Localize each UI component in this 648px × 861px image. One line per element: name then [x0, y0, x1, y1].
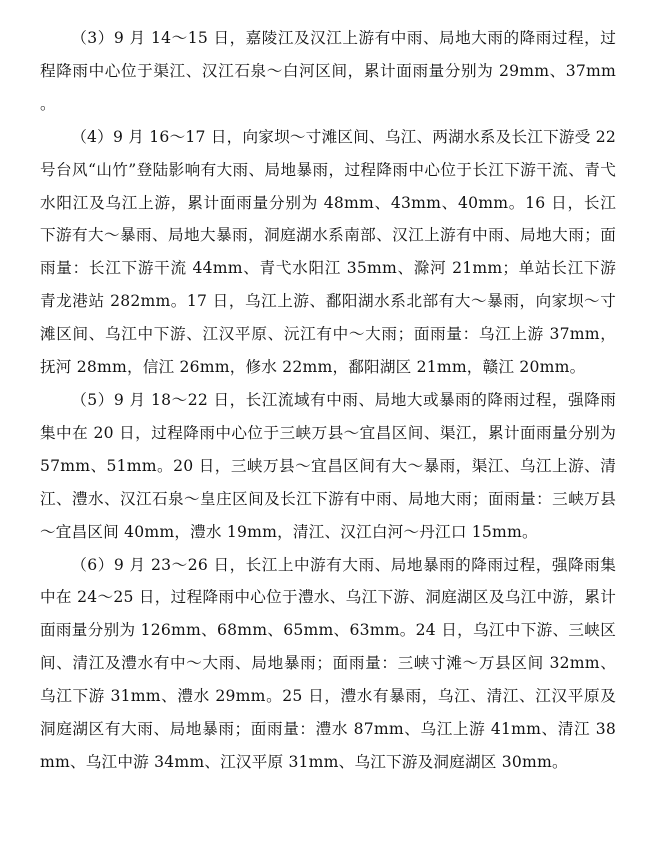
document-page [40, 22, 616, 779]
paragraph-4: （4）9 月 16～17 日，向家坝～寸滩区间、乌江、两湖水系及长江下游受 22 号台风“山竹”登陆影响有大雨、局地暴雨，过程降雨中心位于长江下游干流、青弋水阳江及乌江上游，累计面雨量分别为 48mm、43mm、40mm。16 日，长江下游有大～暴雨、局地大暴雨，洞庭湖水系南部、汉江上游有中雨、局地大雨；面雨量：长江下游干流 44mm、青弋水阳江 35mm、滁河 21mm；单站长江下游青龙港站 282mm。17 日，乌江上游、鄱阳湖水系北部有大～暴雨，向家坝～寸滩区间、乌江中下游、江汉平原、沅江有中～大雨；面雨量：乌江上游 37mm，抚河 28mm，信江 26mm，修水 22mm，鄱阳湖区 21mm，赣江 20mm。 [40, 127, 616, 377]
paragraph-6: （6）9 月 23～26 日，长江上中游有大雨、局地暴雨的降雨过程，强降雨集中在 24～25 日，过程降雨中心位于澧水、乌江下游、洞庭湖区及乌江中游，累计面雨量分别为 126mm、68mm、65mm、63mm。24 日，乌江中下游、三峡区间、清江及澧水有中～大雨、局地暴雨；面雨量：三峡寸滩～万县区间 32mm、乌江下游 31mm、澧水 29mm。25 日，澧水有暴雨，乌江、清江、江汉平原及洞庭湖区有大雨、局地暴雨；面雨量：澧水 87mm、乌江上游 41mm、清江 38mm、乌江中游 34mm、江汉平原 31mm、乌江下游及洞庭湖区 30mm。 [40, 555, 616, 771]
paragraph-5: （5）9 月 18～22 日，长江流域有中雨、局地大或暴雨的降雨过程，强降雨集中在 20 日，过程降雨中心位于三峡万县～宜昌区间、渠江，累计面雨量分别为 57mm、51mm。20 日，三峡万县～宜昌区间有大～暴雨，渠江、乌江上游、清江、澧水、汉江石泉～皇庄区间及长江下游有中雨、局地大雨；面雨量：三峡万县～宜昌区间 40mm，澧水 19mm，清江、汉江白河～丹江口 15mm。 [40, 390, 616, 541]
paragraph-3: （3）9 月 14～15 日，嘉陵江及汉江上游有中雨、局地大雨的降雨过程，过程降雨中心位于渠江、汉江石泉～白河区间，累计面雨量分别为 29mm、37mm。 [40, 29, 616, 113]
